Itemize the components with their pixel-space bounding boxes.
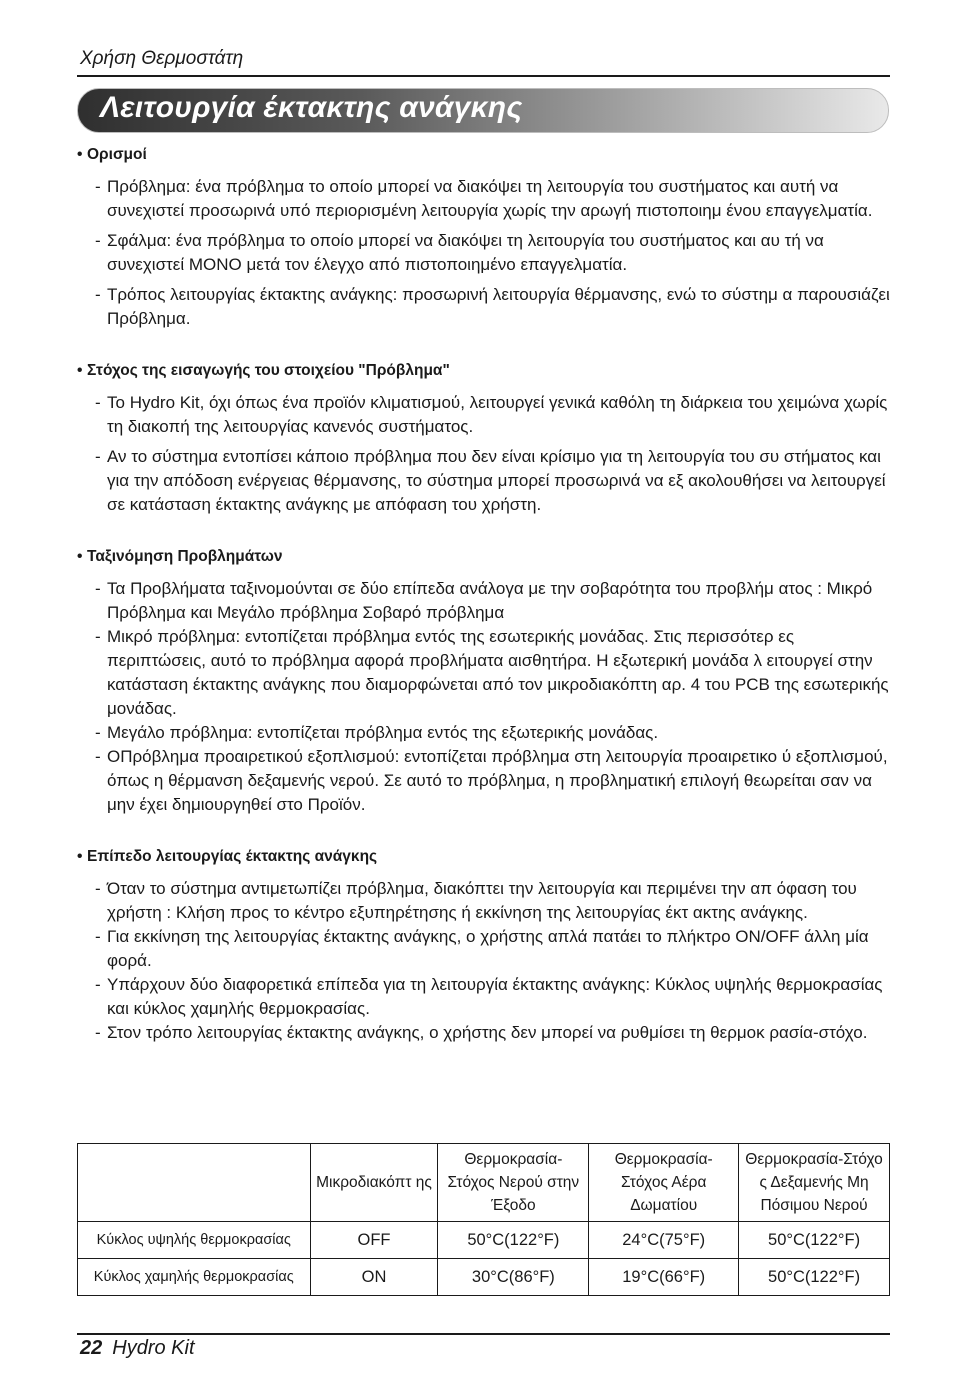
list-item: - Υπάρχουν δύο διαφορετικά επίπεδα για τη λειτουργία έκτακτης ανάγκης: Κύκλος υψηλής θερμοκρασίας και κύκλος χαμηλής θερμοκρασίας.: [95, 975, 883, 1018]
table-header-cell: Θερμοκρασία-Στόχος Νερού στην Έξοδο: [438, 1144, 589, 1222]
running-header: Χρήση Θερμοστάτη: [80, 48, 244, 69]
table-header-cell: Μικροδιακόπτ ης: [310, 1144, 438, 1222]
list-item: - Τα Προβλήματα ταξινομούνται σε δύο επίπεδα ανάλογα με την σοβαρότητα του προβλήμ ατος : Μικρό Πρόβλημα και Μεγάλο πρόβλημα Σοβαρό πρόβλημα: [95, 579, 873, 622]
list-item: - Σφάλμα: ένα πρόβλημα το οποίο μπορεί να διακόψει τη λειτουργία του συστήματος και αυ τή να συνεχιστεί ΜΟΝΟ μετά τον έλεγχο από πιστοποιημένο επαγγελματία.: [95, 231, 824, 274]
list-item: - ΟΠρόβλημα προαιρετικού εξοπλισμού: εντοπίζεται πρόβλημα στη λειτουργία προαιρετικο ύ εξοπλισμού, όπως η θέρμανση δεξαμενής νερού. Σε αυτό το πρόβλημα, η προβληματική επιλογή θεωρείται σαν να μην έχει δημιουργηθεί στο Προϊόν.: [95, 747, 888, 814]
table-cell: OFF: [310, 1222, 438, 1259]
section-banner: [77, 88, 889, 133]
block-heading: • Ταξινόμηση Προβλημάτων: [77, 548, 283, 565]
table-cell: 50°C(122°F): [739, 1222, 890, 1259]
header-divider: [77, 75, 890, 77]
table-row: [78, 1222, 890, 1259]
list-item: - Τρόπος λειτουργίας έκτακτης ανάγκης: προσωρινή λειτουργία θέρμανσης, ενώ το σύστημ α παρουσιάζει Πρόβλημα.: [95, 285, 890, 328]
page-footer: [80, 1337, 195, 1360]
list-item: - Στον τρόπο λειτουργίας έκτακτης ανάγκης, ο χρήστης δεν μπορεί να ρυθμίσει τη θερμοκ ρασία-στόχο.: [95, 1023, 868, 1042]
emergency-temperature-table: [77, 1143, 890, 1296]
section-title: Λειτουργία έκτακτης ανάγκης: [100, 91, 523, 124]
table-cell: 19°C(66°F): [589, 1259, 739, 1296]
table-cell: 24°C(75°F): [589, 1222, 739, 1259]
table-cell: 50°C(122°F): [739, 1259, 890, 1296]
table-cell: Κύκλος χαμηλής θερμοκρασίας: [78, 1259, 311, 1296]
table-header-cell: [78, 1144, 311, 1222]
purpose-block: [77, 359, 893, 517]
block-heading: • Ορισμοί: [77, 146, 147, 163]
table-row: [78, 1259, 890, 1296]
list-item: - Πρόβλημα: ένα πρόβλημα το οποίο μπορεί να διακόψει τη λειτουργία του συστήματος και αυτή να συνεχιστεί προσωρινά υπό περιορισμένη λειτουργία χωρίς την αρωγή πιστοποιημ ένου επαγγελματία.: [95, 177, 873, 220]
list-item: - Μικρό πρόβλημα: εντοπίζεται πρόβλημα εντός της εσωτερικής μονάδας. Στις περισσότερ ες περιπτώσεις, αυτό το πρόβλημα αφορά προβλήματα αισθητήρα. Η εξωτερική μονάδα λ ειτουργεί στην κατάσταση έκτακτης ανάγκης που διαμορφώνεται από τον μικροδιακόπτη αρ. 4 του PCB της εσωτερικής μονάδας.: [95, 627, 889, 718]
product-name: Hydro Kit: [112, 1337, 195, 1359]
block-heading: • Επίπεδο λειτουργίας έκτακτης ανάγκης: [77, 848, 378, 865]
table-cell: 50°C(122°F): [438, 1222, 589, 1259]
list-item: - Αν το σύστημα εντοπίσει κάποιο πρόβλημα που δεν είναι κρίσιμο για τη λειτουργία του συ στήματος και για την απόδοση ενέργειας θέρμανσης, το σύστημα μπορεί προσωρινά να εξ ακολουθήσει να λειτουργεί σε κατάσταση έκτακτης ανάγκης με απόφαση του χρήστη.: [95, 447, 886, 514]
list-item: - Όταν το σύστημα αντιμετωπίζει πρόβλημα, διακόπτει την λειτουργία και περιμένει την απ όφαση του χρήστη : Κλήση προς το κέντρο εξυπηρέτησης ή εκκίνηση της λειτουργίας έκτ ακτης ανάγκης.: [95, 879, 857, 922]
list-item: - Το Hydro Kit, όχι όπως ένα προϊόν κλιματισμού, λειτουργεί γενικά καθόλη τη διάρκεια του χειμώνα χωρίς τη διακοπή της λειτουργίας κανενός συστήματος.: [95, 393, 888, 436]
table-cell: Κύκλος υψηλής θερμοκρασίας: [78, 1222, 311, 1259]
list-item: - Για εκκίνηση της λειτουργίας έκτακτης ανάγκης, ο χρήστης απλά πατάει το πλήκτρο ON/OFF άλλη μία φορά.: [95, 927, 869, 970]
table-cell: 30°C(86°F): [438, 1259, 589, 1296]
table-cell: ON: [310, 1259, 438, 1296]
table-header-row: [78, 1144, 890, 1222]
list-item: - Μεγάλο πρόβλημα: εντοπίζεται πρόβλημα εντός της εξωτερικής μονάδας.: [95, 723, 659, 742]
emergency-level-block: [77, 845, 893, 1045]
table-header-cell: Θερμοκρασία-Στόχο ς Δεξαμενής Μη Πόσιμου Νερού: [739, 1144, 890, 1222]
classification-block: [77, 545, 893, 817]
table-header-cell: Θερμοκρασία-Στόχος Αέρα Δωματίου: [589, 1144, 739, 1222]
footer-divider: [77, 1333, 890, 1335]
block-heading: • Στόχος της εισαγωγής του στοιχείου "Πρόβλημα": [77, 362, 450, 379]
definitions-block: [77, 143, 893, 331]
content-body: [77, 143, 893, 1073]
page-number: 22: [80, 1337, 103, 1359]
